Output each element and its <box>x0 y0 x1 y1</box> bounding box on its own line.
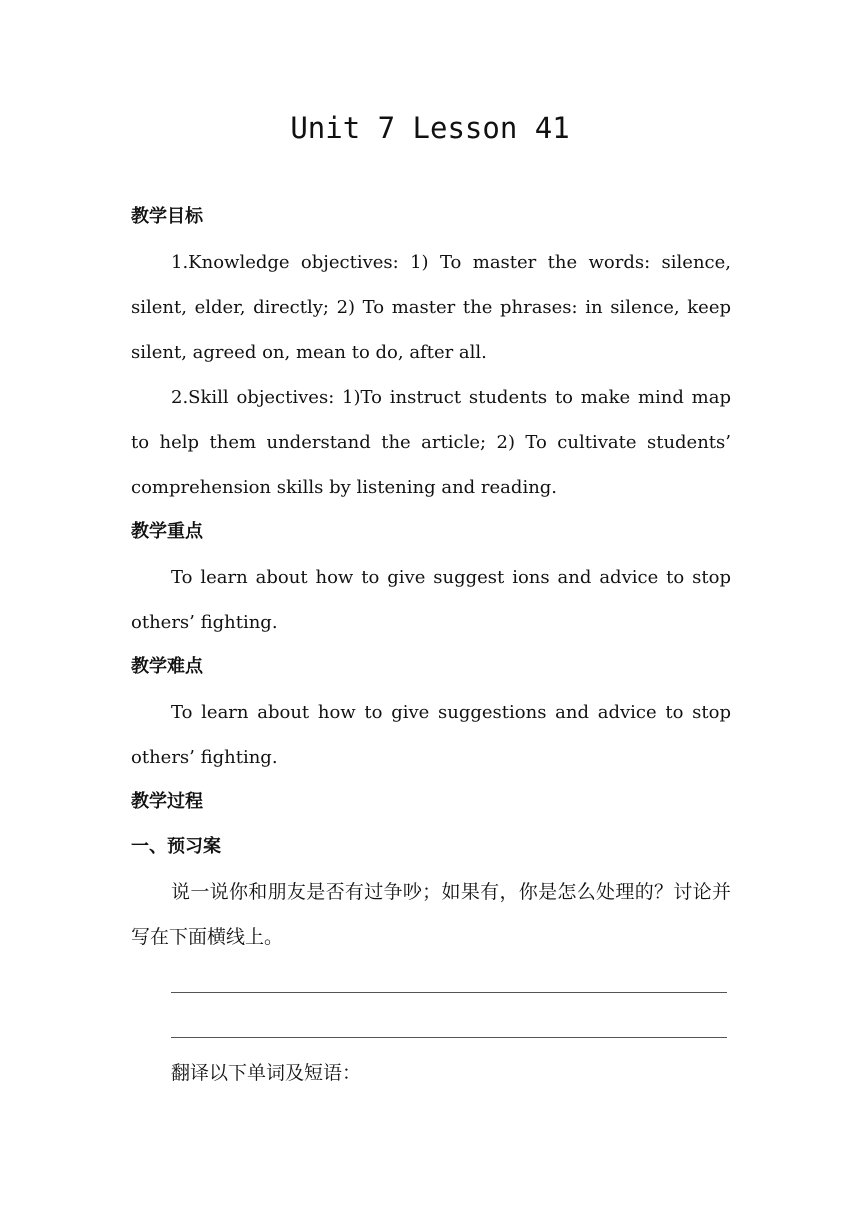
key-points-heading: 教学重点 <box>131 521 203 542</box>
skill-objectives-paragraph: 2.Skill objectives: 1)To instruct students to make mind map to help them understand the article; 2) To cultivate students’ comprehension skills by listening and reading. <box>131 387 731 498</box>
document-title: Unit 7 Lesson 41 <box>290 111 570 145</box>
objectives-heading: 教学目标 <box>131 206 203 227</box>
answer-line-1 <box>171 992 727 993</box>
preview-heading: 一、预习案 <box>131 836 221 857</box>
translate-prompt: 翻译以下单词及短语： <box>171 1062 362 1084</box>
preview-prompt-paragraph: 说一说你和朋友是否有过争吵；如果有，你是怎么处理的？讨论并写在下面横线上。 <box>131 881 731 948</box>
knowledge-objectives-paragraph: 1.Knowledge objectives: 1) To master the words: silence, silent, elder, directly; 2) To master the phrases: in silence, keep silent, agreed on, mean to do, after all. <box>131 252 731 363</box>
key-points-paragraph: To learn about how to give suggest ions and advice to stop others’ fighting. <box>131 567 731 633</box>
answer-line-2 <box>171 1037 727 1038</box>
difficult-points-heading: 教学难点 <box>131 656 203 677</box>
process-heading: 教学过程 <box>131 791 203 812</box>
difficult-points-paragraph: To learn about how to give suggestions and advice to stop others’ fighting. <box>131 702 731 768</box>
